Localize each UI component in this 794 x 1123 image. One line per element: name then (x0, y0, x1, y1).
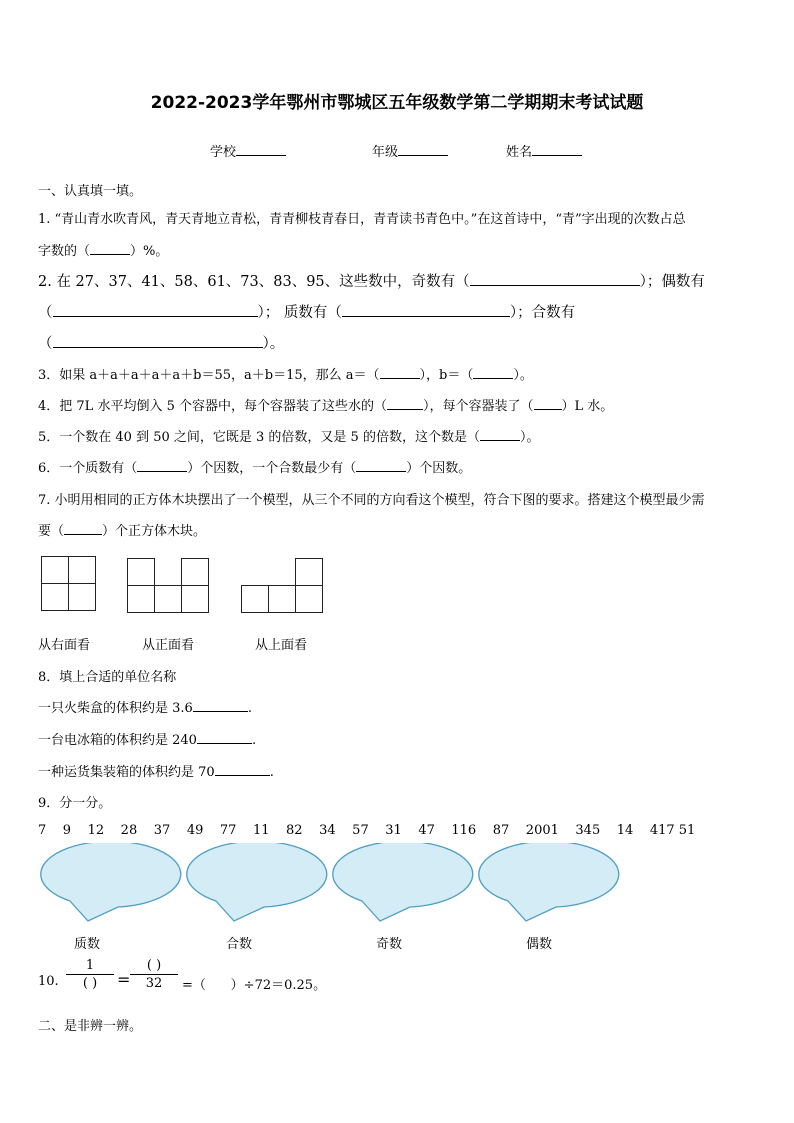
q9-title: 9．分一分。 (38, 796, 112, 811)
school-field (210, 141, 286, 160)
fraction-2-denominator: 32 (145, 976, 163, 991)
fraction-1 (66, 958, 114, 991)
q5-text-b: ）。 (519, 430, 540, 445)
q7-line1: 7. 小明用相同的正方体木块摆出了一个模型，从三个不同的方向看这个模型，符合下图的要求。搭建这个模型最少需 (38, 493, 705, 508)
q2-even-blank[interactable] (53, 304, 258, 317)
odd-bubble-shape (333, 843, 473, 921)
q6-text-c: ）个因数。 (406, 461, 472, 476)
q2-text-e: ）；合数有 (509, 305, 576, 321)
q7-line2 (38, 520, 206, 539)
q2-line2 (38, 301, 575, 322)
q8-item2-blank[interactable] (197, 731, 252, 744)
q2-text-a: 2. 在 27、37、41、58、61、73、83、95、这些数中，奇数有（ (38, 274, 470, 290)
q2-text-b: ）；偶数有 (639, 274, 705, 290)
q6-text-a: 6．一个质数有（ (38, 461, 138, 476)
sorting-bubbles (30, 843, 630, 928)
q5-line (38, 426, 539, 445)
cube-face (295, 585, 323, 613)
q2-text-f: （ (38, 336, 53, 352)
q8-title: 8．填上合适的单位名称 (38, 670, 177, 685)
q3-text-b: ），b＝（ (419, 368, 474, 383)
q1-text-b: ）%。 (130, 244, 169, 259)
q8-item1-blank[interactable] (193, 699, 248, 712)
cube-face (68, 583, 96, 611)
q8-item3 (38, 761, 274, 780)
page-title: 2022-2023学年鄂州市鄂城区五年级数学第二学期期末考试试题 (150, 93, 644, 113)
front-view-label: 从正面看 (142, 638, 195, 653)
top-view-label: 从上面看 (255, 638, 308, 653)
cube-face (295, 558, 323, 586)
school-label: 学校 (210, 145, 237, 160)
section-2-heading: 二、是非辨一辨。 (38, 1019, 143, 1034)
fraction-1-bar (66, 974, 114, 975)
q1-text-a: 字数的（ (38, 244, 91, 259)
composite-bubble-shape (187, 843, 327, 921)
q6-prime-blank[interactable] (137, 459, 187, 472)
name-field (506, 141, 582, 160)
q10-rest: =（ ）÷72＝0.25。 (182, 978, 327, 993)
grade-label: 年级 (372, 145, 399, 160)
q5-text-a: 5．一个数在 40 到 50 之间，它既是 3 的倍数，又是 5 的倍数，这个数是（ (38, 430, 480, 445)
composite-label: 合数 (226, 937, 253, 952)
q1-blank[interactable] (90, 242, 130, 255)
q7-text-b: ）个正方体木块。 (102, 524, 207, 539)
equals-sign: = (117, 970, 131, 989)
q4-text-a: 4．把 7L 水平均倒入 5 个容器中，每个容器装了这些水的（ (38, 399, 387, 414)
q2-text-g: ）。 (262, 336, 285, 352)
q2-line1 (38, 270, 705, 291)
prime-bubble-shape (41, 843, 181, 921)
q8-item1 (38, 697, 252, 716)
q1-line1: 1. “青山青水吹青风，青天青地立青松，青青柳枝青春日，青青读书青色中。”在这首诗中，“青”字出现的次数占总 (38, 212, 686, 227)
composite-bubble[interactable] (187, 843, 327, 921)
q4-liters-blank[interactable] (534, 397, 562, 410)
q3-a-blank[interactable] (380, 366, 420, 379)
q4-fraction-blank[interactable] (387, 397, 423, 410)
q5-blank[interactable] (480, 428, 520, 441)
q4-text-b: ），每个容器装了（ (422, 399, 534, 414)
cube-face (68, 556, 96, 584)
q7-text-a: 要（ (38, 524, 65, 539)
cube-face (181, 558, 209, 586)
cube-face (181, 585, 209, 613)
name-label: 姓名 (506, 145, 533, 160)
q8-item2-text: 一台电冰箱的体积约是 240 (38, 733, 197, 748)
q2-odd-blank[interactable] (470, 273, 640, 286)
q6-text-b: ）个因数，一个合数最少有（ (187, 461, 357, 476)
q3-line (38, 364, 533, 383)
q8-item2 (38, 729, 256, 748)
cube-face (154, 585, 182, 613)
q2-line3 (38, 332, 284, 353)
grade-field (372, 141, 448, 160)
cube-face (41, 556, 69, 584)
right-view-label: 从右面看 (38, 638, 91, 653)
q9-number-list: 7 9 12 28 37 49 77 11 82 34 57 31 47 116 87 2001 345 14 417 51 (38, 823, 696, 838)
cube-face (268, 585, 296, 613)
q2-composite-blank[interactable] (53, 335, 263, 348)
cube-face (241, 585, 269, 613)
even-bubble-shape (479, 843, 619, 921)
q2-text-c: （ (38, 305, 53, 321)
q3-text-c: ）。 (513, 368, 533, 383)
fraction-2-numerator[interactable]: ( ) (146, 958, 162, 973)
name-blank[interactable] (532, 143, 582, 156)
fraction-1-denominator[interactable]: ( ) (82, 976, 98, 991)
odd-label: 奇数 (376, 937, 403, 952)
q4-line (38, 395, 613, 414)
q3-text-a: 3．如果 a＋a＋a＋a＋a＋b＝55，a＋b＝15，那么 a＝（ (38, 368, 380, 383)
cube-face (127, 558, 155, 586)
q4-text-c: ）L 水。 (561, 399, 614, 414)
q8-item1-end: . (247, 701, 252, 716)
even-label: 偶数 (526, 937, 553, 952)
q8-item1-text: 一只火柴盒的体积约是 3.6 (38, 701, 193, 716)
q2-prime-blank[interactable] (342, 304, 510, 317)
q7-blank[interactable] (64, 522, 102, 535)
fraction-1-numerator: 1 (85, 958, 95, 973)
q8-item3-blank[interactable] (215, 763, 270, 776)
q6-line (38, 457, 471, 476)
prime-label: 质数 (74, 937, 101, 952)
even-bubble[interactable] (479, 843, 619, 921)
section-1-heading: 一、认真填一填。 (38, 184, 143, 199)
q10-number: 10. (38, 974, 59, 989)
q3-b-blank[interactable] (473, 366, 513, 379)
odd-bubble[interactable] (333, 843, 473, 921)
cube-face (41, 583, 69, 611)
grade-blank[interactable] (398, 143, 448, 156)
q6-composite-blank[interactable] (356, 459, 406, 472)
q1-line2 (38, 240, 168, 259)
fraction-2-bar (130, 974, 178, 975)
q8-item3-text: 一种运货集装箱的体积约是 70 (38, 765, 215, 780)
q2-text-d: ）； 质数有（ (257, 305, 342, 321)
q8-item2-end: . (251, 733, 257, 748)
cube-face (127, 585, 155, 613)
school-blank[interactable] (236, 143, 286, 156)
prime-bubble[interactable] (41, 843, 181, 921)
fraction-2 (130, 958, 178, 991)
q8-item3-end: . (269, 765, 274, 780)
